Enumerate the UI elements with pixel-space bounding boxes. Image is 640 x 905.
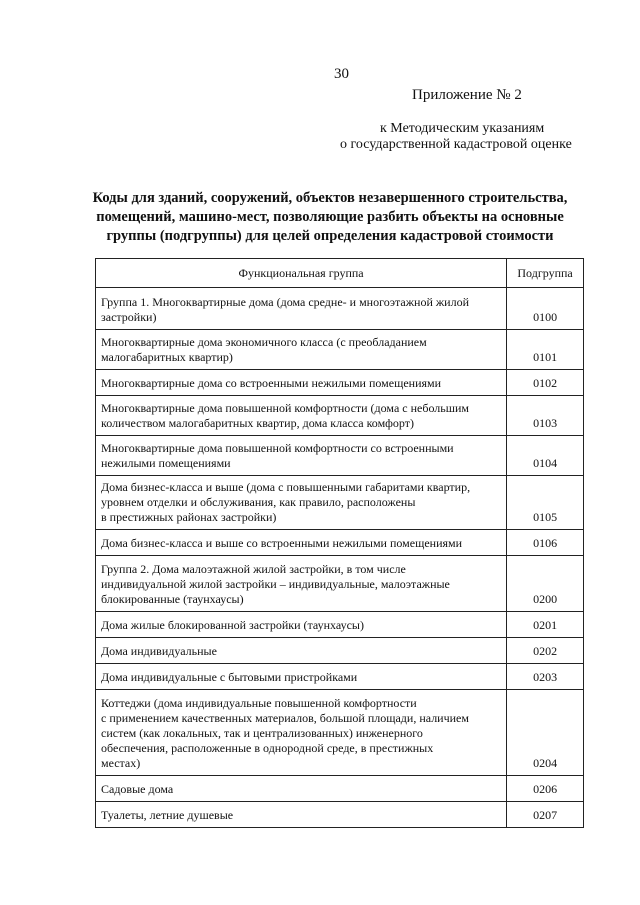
subgroup-code-cell: 0103: [507, 396, 584, 436]
document-title: [80, 189, 580, 246]
functional-group-cell: [96, 556, 507, 612]
table-row: [96, 556, 584, 612]
table-row: [96, 776, 584, 802]
table-row: [96, 690, 584, 776]
subgroup-code-cell: 0207: [507, 802, 584, 828]
functional-group-text: Дома индивидуальные с бытовыми пристройками: [101, 670, 358, 684]
functional-group-text: малогабаритных квартир): [101, 350, 233, 364]
subgroup-code-cell: 0105: [507, 476, 584, 530]
subgroup-code-cell: 0100: [507, 288, 584, 330]
functional-group-text: обеспечения, расположенные в однородной среде, в престижных: [101, 741, 434, 755]
reference-line-1: к Методическим указаниям: [380, 121, 545, 136]
table-row: [96, 288, 584, 330]
functional-group-cell: [96, 638, 507, 664]
table-row: [96, 476, 584, 530]
functional-group-cell: [96, 396, 507, 436]
subgroup-code-cell: 0204: [507, 690, 584, 776]
functional-group-text: с применением качественных материалов, большой площади, наличием: [101, 711, 469, 725]
functional-group-text: местах): [101, 756, 141, 770]
functional-group-cell: [96, 612, 507, 638]
functional-group-text: застройки): [101, 310, 157, 324]
functional-group-cell: [96, 690, 507, 776]
table-row: [96, 436, 584, 476]
table-body: [96, 288, 584, 828]
functional-group-cell: [96, 664, 507, 690]
functional-group-cell: [96, 776, 507, 802]
functional-group-cell: [96, 436, 507, 476]
title-line: группы (подгруппы) для целей определения кадастровой стоимости: [106, 228, 554, 244]
functional-group-text: Садовые дома: [101, 782, 174, 796]
codes-table: [95, 258, 584, 828]
page-number: 30: [334, 66, 349, 82]
subgroup-code-cell: 0102: [507, 370, 584, 396]
functional-group-text: блокированные (таунхаусы): [101, 592, 244, 606]
functional-group-text: Дома бизнес-класса и выше (дома с повышенными габаритами квартир,: [101, 480, 471, 494]
subgroup-code-cell: 0200: [507, 556, 584, 612]
functional-group-text: Группа 1. Многоквартирные дома (дома средне- и многоэтажной жилой: [101, 295, 469, 309]
functional-group-text: Дома бизнес-класса и выше со встроенными нежилыми помещениями: [101, 536, 463, 550]
column-header-group: Функциональная группа: [96, 259, 507, 288]
functional-group-text: Многоквартирные дома со встроенными нежилыми помещениями: [101, 376, 442, 390]
functional-group-text: Дома индивидуальные: [101, 644, 217, 658]
functional-group-text: Туалеты, летние душевые: [101, 808, 234, 822]
table-row: [96, 638, 584, 664]
table-row: [96, 330, 584, 370]
table-row: [96, 370, 584, 396]
subgroup-code-cell: 0202: [507, 638, 584, 664]
functional-group-text: индивидуальной жилой застройки – индивидуальные, малоэтажные: [101, 577, 450, 591]
functional-group-text: количеством малогабаритных квартир, дома класса комфорт): [101, 416, 415, 430]
title-line: помещений, машино-мест, позволяющие разбить объекты на основные: [96, 209, 564, 225]
title-line: Коды для зданий, сооружений, объектов незавершенного строительства,: [92, 190, 568, 206]
subgroup-code-cell: 0203: [507, 664, 584, 690]
subgroup-code-cell: 0206: [507, 776, 584, 802]
functional-group-text: систем (как локальных, так и централизованных) инженерного: [101, 726, 423, 740]
functional-group-text: Многоквартирные дома повышенной комфортности со встроенными: [101, 441, 454, 455]
functional-group-cell: [96, 802, 507, 828]
functional-group-cell: [96, 476, 507, 530]
functional-group-text: в престижных районах застройки): [101, 510, 277, 524]
appendix-label: Приложение № 2: [412, 87, 522, 103]
table-row: [96, 664, 584, 690]
subgroup-code-cell: 0106: [507, 530, 584, 556]
table-row: [96, 612, 584, 638]
functional-group-cell: [96, 330, 507, 370]
subgroup-code-cell: 0104: [507, 436, 584, 476]
column-header-code: Подгруппа: [507, 259, 584, 288]
table-row: [96, 530, 584, 556]
subgroup-code-cell: 0101: [507, 330, 584, 370]
functional-group-cell: [96, 370, 507, 396]
functional-group-text: нежилыми помещениями: [101, 456, 231, 470]
functional-group-text: Многоквартирные дома повышенной комфортности (дома с небольшим: [101, 401, 470, 415]
table-row: [96, 802, 584, 828]
functional-group-text: уровнем отделки и обслуживания, как правило, расположены: [101, 495, 416, 509]
functional-group-text: Коттеджи (дома индивидуальные повышенной комфортности: [101, 696, 417, 710]
table-header-row: [96, 259, 584, 288]
functional-group-text: Многоквартирные дома экономичного класса (с преобладанием: [101, 335, 427, 349]
functional-group-text: Группа 2. Дома малоэтажной жилой застройки, в том числе: [101, 562, 406, 576]
table-row: [96, 396, 584, 436]
reference-line-2: о государственной кадастровой оценке: [340, 137, 572, 152]
functional-group-text: Дома жилые блокированной застройки (таунхаусы): [101, 618, 364, 632]
functional-group-cell: [96, 288, 507, 330]
subgroup-code-cell: 0201: [507, 612, 584, 638]
functional-group-cell: [96, 530, 507, 556]
